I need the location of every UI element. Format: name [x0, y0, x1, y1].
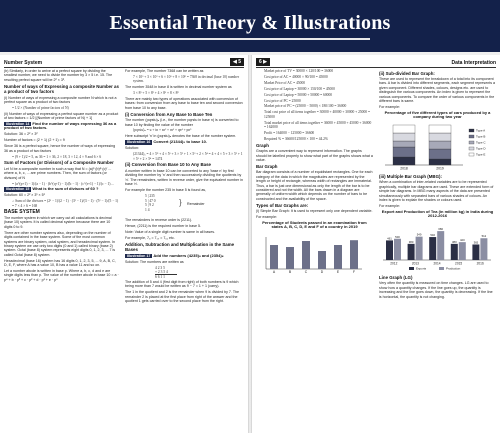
- section-heading: (ii) Conversion from Base 10 to Any Base: [125, 162, 211, 168]
- section-heading: Bar Graph: [256, 163, 278, 169]
- addition-row: 4 2 3 5: [155, 265, 165, 270]
- example-label: For example:: [379, 203, 400, 208]
- solution-line: Solution: 60 = 2² × 3¹ × 5¹: [4, 193, 45, 198]
- title-banner: [0, 0, 500, 52]
- bar-segment: [429, 133, 451, 141]
- section-heading: Number of ways of Expressing a composite Number as a product of two factors: [4, 83, 119, 95]
- bar: [472, 245, 479, 261]
- equation: ∴ Sum of the divisors = (2³ − 1)/(2 − 1) · (3² − 1)/(3 − 1) · (5² − 1)/(5 − 1) = 7 × 4 × 6 = 168: [12, 199, 119, 208]
- x-tick-label: 2014: [433, 261, 441, 266]
- data-label: 549: [416, 232, 422, 237]
- paragraph: A number written in base 10 can be converted to any 'base n' by first dividing the number by 'n' and then successively dividing the quotients by 'n'. The remainders, written in reverse order, give the equivalent number in base 'n'.: [125, 168, 243, 187]
- legend-swatch: [469, 141, 474, 144]
- paragraph: (ii) Number of ways of expressing a perfect square number as a product of two factors = 1/2 [(Number of prime factors of N) + 1]: [4, 111, 119, 121]
- legend-label: Exports: [416, 266, 427, 271]
- equation: 7 × 10³ + 3 × 10² + 6 × 10¹ + 8 × 10⁰ = 7368 in decimal (base 10) number system.: [133, 74, 240, 84]
- paragraph: (i) Number of ways of expressing a composite number N which is not a perfect square as a product of two factors: [4, 95, 117, 104]
- legend-label: Type D: [476, 146, 486, 151]
- x-tick-label: 2015: [455, 261, 463, 266]
- legend-label: Type A: [476, 128, 486, 133]
- bar-segment: [429, 149, 451, 159]
- bar: [480, 238, 487, 260]
- legend-label: Production: [446, 266, 461, 271]
- legend-label: Type B: [476, 134, 486, 139]
- bar-segment: [393, 157, 415, 165]
- paragraph: Let a number abcde is written in base p. Where a, b, c, d and e are single digits less than p. The value of the number abcde in base 10 = a · p⁴ + b · p³ + c · p² + d · p¹ + e · p⁰: [4, 268, 119, 282]
- equation: (pqrstu)ₙ = u + tn + sn² + rn³ + qn⁴ + pn⁵: [133, 128, 192, 133]
- paragraph: The number system in which we carry out all calculations is decimal (base 10) system. It is called decimal system because there are 10 digits 0 to 9.: [4, 215, 112, 229]
- left-column-2: [125, 69, 244, 431]
- calc-line: Cost price of Laptop = 50000 + 50000 = 60000: [264, 92, 333, 97]
- section-heading: BASE SYSTEM: [4, 208, 40, 215]
- section-heading: Graph: [256, 142, 269, 148]
- x-tick-label: D: [320, 270, 324, 275]
- illustration-question: Find the number of ways expressing 36 as a product of two factors.: [4, 121, 117, 131]
- calc-line: Cost price of PC = 25000: [264, 98, 301, 103]
- legend-swatch: [409, 267, 414, 270]
- bar: [429, 237, 436, 260]
- illustration-tag: Illustration 14: [6, 122, 30, 127]
- x-tick-label: A: [272, 270, 276, 275]
- example-label: For example:: [256, 214, 277, 219]
- addition-row: + 2 3 5 4: [155, 270, 177, 275]
- paragraph: Here subscript 'n' in (pqrstu)ₙ denotes the base of the number system.: [125, 134, 237, 139]
- paragraph: Hence, (2211) is the required number in base 5.: [125, 224, 202, 229]
- x-tick-label: C: [304, 270, 308, 275]
- calc-line: Market price of PC = (25000 − 5000) × 180/100 = 36000: [264, 104, 347, 109]
- paragraph: Bar diagram consists of a number of equidistant rectangles. One for each category of the data in which the magnitudes are represented by the length or height of rectangle, whereas width of rectangles are immaterial. Thus, a bar is just one dimensional as only the length of the bar is to be considered and not the width. All the bars drawn in a diagram are generally of uniform width which depends on the number of bars to be constructed and the availability of the space.: [256, 170, 373, 201]
- bar: [302, 241, 310, 269]
- left-header-section: Number System: [4, 60, 43, 66]
- data-label: 461: [387, 236, 392, 241]
- solution-line: Solution: 36 = 2² × 3²: [4, 132, 38, 137]
- calc-line: Cost price of AC = 40000 × 90/100 = 45000: [264, 74, 328, 79]
- legend-swatch: [469, 135, 474, 138]
- bar-segment: [429, 159, 451, 165]
- illustration-question: What is the sum of divisors of 60 ?: [32, 186, 99, 192]
- illustration-tag: Illustration 16: [127, 140, 151, 145]
- banner-title-text: Essential Theory & Illustrations: [109, 12, 391, 34]
- left-header-page-number: ◀ 5: [230, 58, 244, 66]
- data-label: 680: [438, 227, 444, 232]
- paragraph: These are used to represent the breakdown of a total into its component bars. A bar is divided into different segments, each segment represents a given component. Different shades, colours, designs etc. are used to distinguish the various components. An index is given to represent the various components. To compare the order of various components in the different bars is same.: [379, 76, 495, 103]
- addition-figure: [125, 266, 244, 280]
- x-tick-label: B: [288, 270, 292, 275]
- remainder-label: Remainder: [187, 202, 205, 207]
- paragraph: There are mainly two types of operations associated with conversion of bases: from conversion from any base to base ten and second conversion from base 10 to any base.: [125, 97, 243, 110]
- right-header-section: Data Interpretation: [451, 60, 496, 66]
- solution-line: Since 36 is a perfect square, hence the number of ways of expressing 36 as a product of two factors: [4, 144, 116, 153]
- x-tick-label: 2012: [390, 261, 398, 266]
- section-heading: (i) Conversion from Any Base to Base Ten: [125, 111, 213, 117]
- paragraph: Hexadecimal (base 16) system has 16 digits 0, 1, 2, 3, 5, ... 9, A, B, C, D, E, F, where A has a value 10, B has a value 11 and so on.: [4, 258, 116, 268]
- bar: [451, 244, 458, 260]
- chart-title: Export and Production of Tea (in million kg) in India during 2012-2016: [381, 208, 494, 219]
- illustration-question: Convert (21344)₅ to base 10.: [153, 139, 208, 145]
- calc-line: Cost price of Laptop = 30000 × 150/100 = 45000: [264, 86, 335, 91]
- calc-line: Required % = 36600/125000 × 100 = 44.2%: [264, 136, 328, 141]
- right-column-2: [379, 69, 496, 431]
- paragraph: The 1 in the quotient and 2 is the remainder when 9 is divided by 7. The remainder 2 is placed at the first place from right of the answer and the quotient 1 gets carried over to the second place from the right.: [125, 290, 240, 303]
- bar: [286, 247, 294, 269]
- data-label: 540: [430, 233, 436, 238]
- legend-swatch: [469, 147, 474, 150]
- legend-swatch: [439, 267, 444, 270]
- division-table: [145, 194, 156, 212]
- calculation-block: [256, 69, 373, 141]
- x-tick-label: F: [352, 270, 356, 275]
- banner-title: [0, 12, 500, 40]
- paragraph: Very often the quantity is measured on time changes. LG are used to show how a quantity changes. If the line goes up, the quantity is increasing and the line goes down, the quantity is decreasing. If the line is horizontal, the quantity is not changing.: [379, 281, 493, 299]
- right-page: [252, 55, 500, 433]
- legend-label: Type E: [476, 152, 486, 157]
- bar: [416, 237, 423, 260]
- title-underline: [130, 38, 370, 40]
- x-tick-label: 2018: [400, 166, 408, 171]
- division-row: 1 4: [145, 207, 150, 212]
- data-label: 500: [395, 234, 400, 239]
- book-spread: [0, 55, 500, 433]
- paragraph: (i) Simple Bar Graph: It is used to represent only one dependent variable.: [256, 209, 373, 214]
- note: Note: Value of a single digit number is same in all bases.: [125, 230, 216, 235]
- bar-segment: [393, 133, 415, 141]
- paragraph: The number 3548 in base 8 is written in decimal number system as: [125, 85, 232, 90]
- calc-line: Market Price of AC = 45000: [264, 80, 306, 85]
- legend-swatch: [469, 153, 474, 156]
- remainder-brace: }: [179, 198, 182, 208]
- bar-segment: [393, 125, 415, 133]
- bar: [408, 244, 415, 260]
- x-tick-label: 2013: [411, 261, 419, 266]
- illustration-question: Add the numbers (4235)₈ and (2354)₈: [153, 252, 224, 258]
- x-tick-label: 2016: [476, 261, 484, 266]
- data-label: 420: [459, 238, 465, 243]
- equation: = (9 + 1)/2 = 5, as 36 = 1 × 36, 2 × 18, 3 × 12, 4 × 9 and 6 × 6: [12, 154, 102, 159]
- solution-line: Solution: The numbers are written as: [125, 259, 184, 264]
- section-heading: Sum of Factors (or Divisors) of a Composite Number: [4, 160, 114, 166]
- bar: [459, 242, 466, 260]
- data-label: 365: [473, 240, 479, 245]
- left-column-1: [4, 69, 119, 431]
- paragraph: When a combination of inter-related variables are to be represented graphically, multiple bar diagrams are used. These are extended form of simple bar diagrams. In MBG many aspects of the data are presented simultaneously with separated bars of various shades of colours. An index is given to explain the shades or colours used.: [379, 180, 494, 202]
- bar: [270, 245, 278, 269]
- bar-segment: [429, 141, 451, 149]
- bar: [437, 231, 444, 260]
- simple-bar-chart: [256, 231, 366, 275]
- bar: [394, 239, 401, 260]
- x-tick-label: 2019: [436, 166, 444, 171]
- bar: [318, 251, 326, 269]
- section-heading: Line Graph (LG): [379, 275, 413, 281]
- multiple-bar-chart: [379, 220, 494, 272]
- paragraph: There are other number systems also, depending on the number of digits contained in the base system. Some of the most common systems are binary system, octal system, and hexadecimal system. In binary system we use only two digits (0 and 1) called binary (base 2) system. Octal (base 8) system represents eight digits 0, 1, 2, 3, ... 7 is called Octal (base 8) system.: [4, 230, 116, 257]
- addition-row: 6 6 1 1: [155, 275, 165, 280]
- bar-segment: [393, 147, 415, 157]
- calc-line: Profit = 164000 − 125000 = 36600: [264, 130, 315, 135]
- subdivided-bar-chart: [379, 121, 494, 171]
- paragraph: For example, The number 7368 can be written as: [125, 69, 204, 73]
- left-page: [0, 55, 248, 433]
- bar: [350, 240, 358, 269]
- division-row: 5 | 9 2: [145, 203, 154, 208]
- calc-line: Total market price of all items together = 36000 + 45000 + 45000 + 36000 = 162000: [264, 120, 372, 130]
- data-label: 512: [481, 234, 487, 239]
- data-label: 380: [408, 239, 414, 244]
- chart-title: Percentage of Students passed in an examination from states A, B, C, D, E and F of a country in 2019: [262, 219, 367, 230]
- division-figure: [125, 194, 244, 216]
- paragraph: For example, 7₈ = 7₁₀ = 7₁₅ etc.: [125, 236, 175, 241]
- paragraph: The addition of 5 and 4 (first digit from right) of both numbers is 9 which being more than 7 would be written as 9 − 7 = 1 + 1 (carry).: [125, 279, 239, 289]
- paragraph: Graphs are a convenient way to represent information. The graphs should be labelled properly to show what part of the graphs shows what a value.: [256, 149, 373, 162]
- equation: = (a^(p+1) − 1)/(a − 1) · (b^(q+1) − 1)/(b − 1) · (c^(r+1) − 1)/(c − 1) ...: [12, 181, 115, 186]
- paragraph: The number (pqrstu)ₙ (i.e., the number pqrstu in base n) is converted to base 10 by finding the value of the number: [125, 118, 239, 127]
- paragraph: (b) Similarly, in order to arrive at a perfect square by dividing the smallest number, we need to divide the number by 3 × 5 i.e. 15. The resulting perfect square will be 2² × 3².: [4, 69, 113, 82]
- equation: (21344)₅ = 4 × 5⁰ + 4 × 5¹ + 3 × 5² + 1 × 5³ + 2 × 5⁴ = 4 + 4 × 5 + 3 × 5² + 1 × 5³ + 2 × 5⁴ = 1474: [133, 152, 243, 161]
- chart-title: Percentage of five different types of cars produced by a company during two year: [384, 109, 491, 120]
- paragraph: The remainders in reverse order is (2211).: [125, 218, 193, 223]
- paragraph: Let N be a composite number in such a way that N = (a)ᵖ (b)ᵠ (c)ʳ ... where a, b, c, ... are prime numbers. Then, the sum of factors (or divisors) of N: [4, 166, 112, 180]
- right-page-header: [256, 59, 496, 68]
- calc-line: Market price of TV = 30000 × 120/100 = 36000: [264, 69, 334, 73]
- equation: = 1/2 × (Number of prime factors of N): [12, 105, 69, 110]
- section-heading: Addition, Subtraction and Multiplication in the Same Bases: [125, 241, 235, 253]
- legend-label: Type C: [476, 140, 486, 145]
- left-page-header: [4, 59, 244, 68]
- data-label: 380: [451, 239, 457, 244]
- equation: 3 × 8³ + 5 × 8² + 4 × 8¹ + 8 × 8⁰: [133, 91, 179, 96]
- legend-swatch: [469, 129, 474, 132]
- right-column-1: [256, 69, 373, 431]
- paragraph: For example the number 235 in base 5 is found as,: [125, 187, 207, 192]
- bar-segment: [393, 141, 415, 147]
- solution-line: Solution:: [125, 146, 139, 151]
- illustration-tag: Illustration 17: [127, 253, 151, 258]
- bar: [386, 241, 393, 261]
- division-row: 5 | 47 0: [145, 198, 156, 203]
- example-label: For example:: [379, 104, 400, 109]
- bar-segment: [429, 125, 451, 133]
- illustration-tag: Illustration 15: [6, 187, 30, 192]
- bar: [334, 245, 342, 269]
- solution-line: Number of factors = (2 + 1) (2 + 1) = 9: [4, 138, 65, 143]
- calc-line: Total cost price of all items together = 30000 + 40000 + 30000 + 25000 = 125000: [264, 110, 370, 119]
- section-heading: Types of Bar Graphs are:: [256, 202, 309, 208]
- section-heading: (ii) Sub-divided Bar Graph:: [379, 70, 435, 76]
- division-row: 5 | 235: [145, 194, 155, 199]
- right-header-page-number: 6 ▶: [256, 58, 270, 66]
- section-heading: (iii) Multiple Bar Graph (MBG):: [379, 173, 442, 179]
- x-tick-label: E: [336, 270, 340, 275]
